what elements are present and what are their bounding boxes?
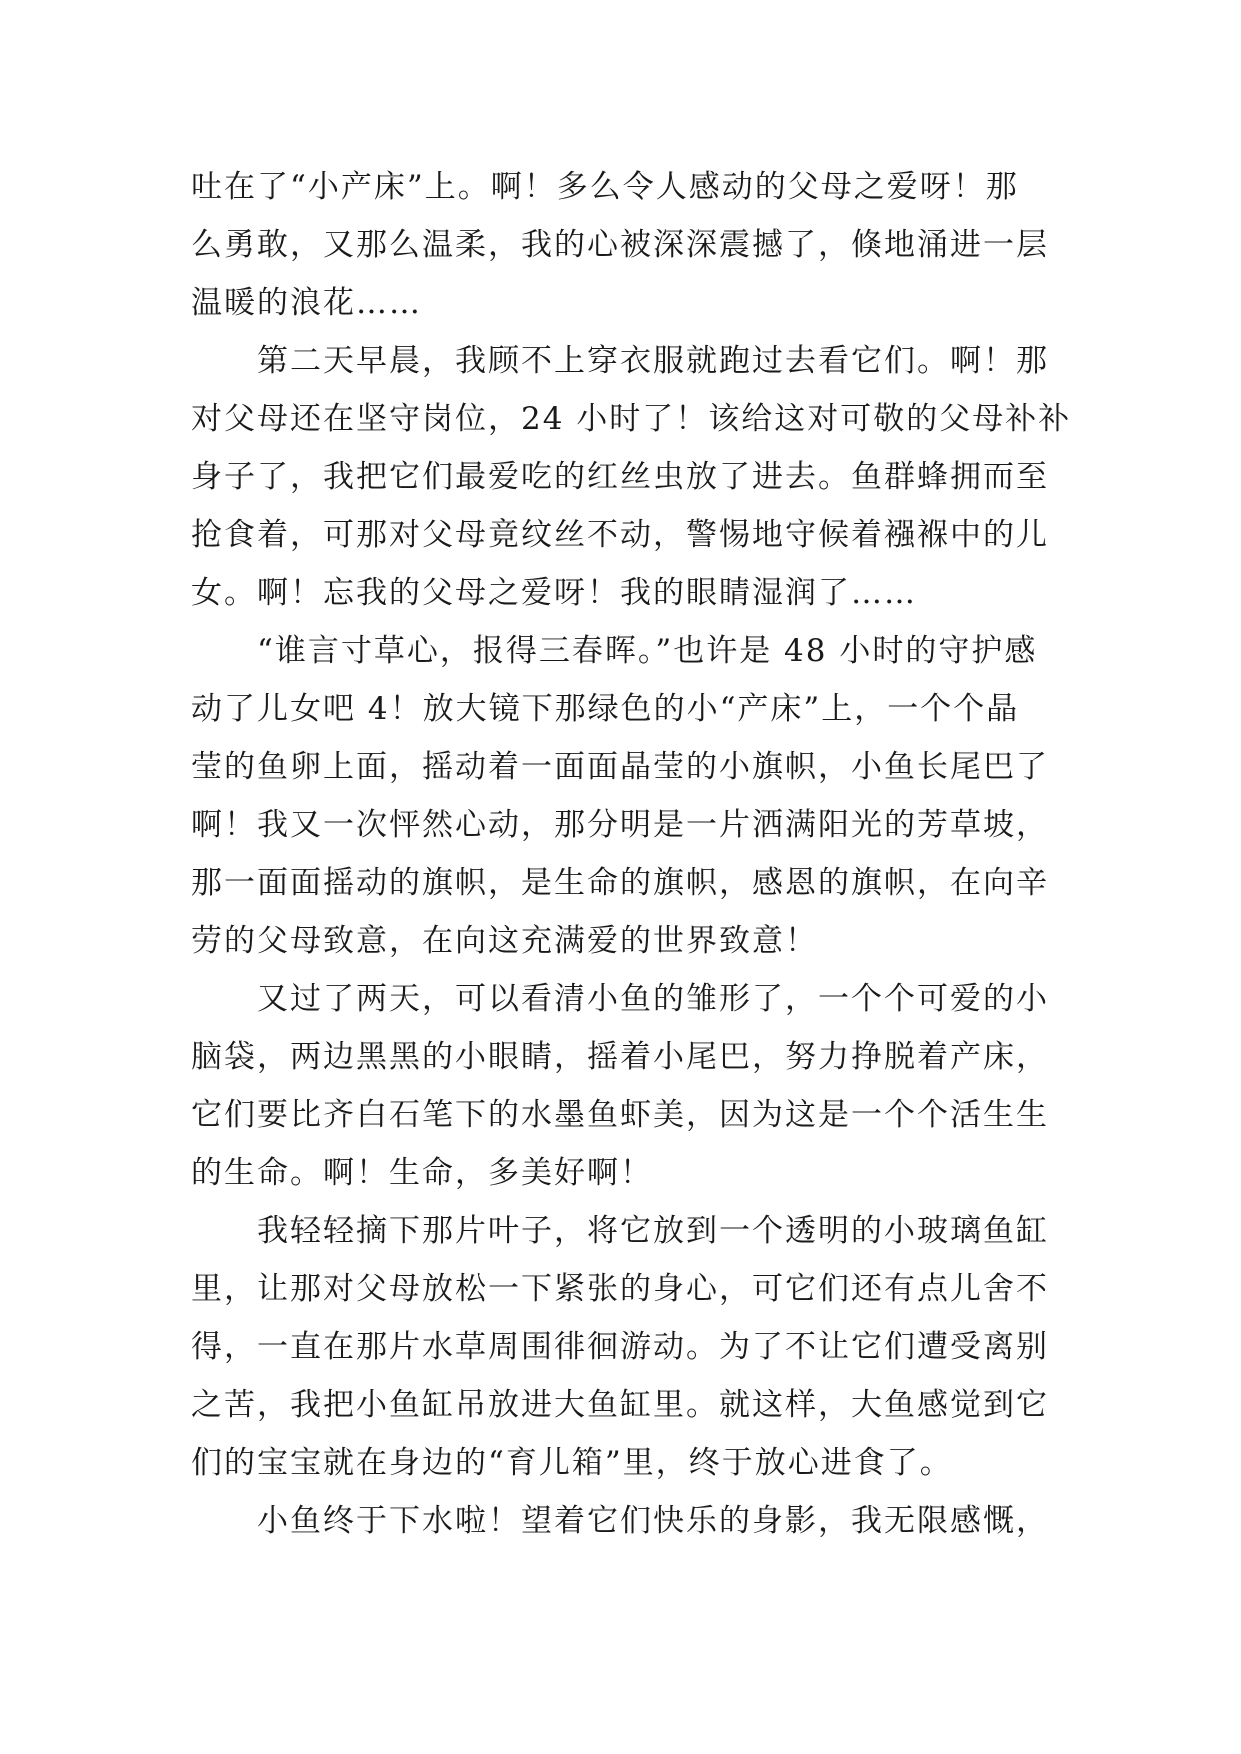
text-line: 温暖的浪花…… (191, 285, 422, 321)
text-line: 吐在了“小产床”上。啊！多么令人感动的父母之爱呀！那 (191, 169, 1019, 205)
text-line: 又过了两天，可以看清小鱼的雏形了，一个个可爱的小 (191, 981, 1049, 1017)
text-line: 动了儿女吧 4！放大镜下那绿色的小“产床”上，一个个晶 (191, 691, 1020, 727)
text-line: 身子了，我把它们最爱吃的红丝虫放了进去。鱼群蜂拥而至 (191, 459, 1049, 495)
text-line: 劳的父母致意，在向这充满爱的世界致意！ (191, 923, 818, 959)
text-line: 女。啊！忘我的父母之爱呀！我的眼睛湿润了…… (191, 575, 917, 611)
text-line: 们的宝宝就在身边的“育儿箱”里，终于放心进食了。 (191, 1445, 953, 1481)
text-line: 莹的鱼卵上面，摇动着一面面晶莹的小旗帜，小鱼长尾巴了 (191, 749, 1049, 785)
text-line: 抢食着，可那对父母竟纹丝不动，警惕地守候着襁褓中的儿 (191, 517, 1049, 553)
text-line: 啊！我又一次怦然心动，那分明是一片洒满阳光的芳草坡， (191, 807, 1049, 843)
text-line: 得，一直在那片水草周围徘徊游动。为了不让它们遭受离别 (191, 1329, 1049, 1365)
text-line: 脑袋，两边黑黑的小眼睛，摇着小尾巴，努力挣脱着产床， (191, 1039, 1049, 1075)
text-line: 对父母还在坚守岗位，24 小时了！该给这对可敬的父母补补 (191, 401, 1072, 437)
article-body (191, 158, 1072, 1550)
text-line: 里，让那对父母放松一下紧张的身心，可它们还有点儿舍不 (191, 1271, 1049, 1307)
text-line: 小鱼终于下水啦！望着它们快乐的身影，我无限感慨， (191, 1503, 1049, 1539)
text-line: 的生命。啊！生命，多美好啊！ (191, 1155, 653, 1191)
text-line: “谁言寸草心，报得三春晖。”也许是 48 小时的守护感 (191, 633, 1038, 669)
text-line: 它们要比齐白石笔下的水墨鱼虾美，因为这是一个个活生生 (191, 1097, 1049, 1133)
text-line: 之苦，我把小鱼缸吊放进大鱼缸里。就这样，大鱼感觉到它 (191, 1387, 1049, 1423)
text-line: 我轻轻摘下那片叶子，将它放到一个透明的小玻璃鱼缸 (191, 1213, 1049, 1249)
text-line: 第二天早晨，我顾不上穿衣服就跑过去看它们。啊！那 (191, 343, 1049, 379)
text-line: 么勇敢，又那么温柔，我的心被深深震撼了，倏地涌进一层 (191, 227, 1049, 263)
text-line: 那一面面摇动的旗帜，是生命的旗帜，感恩的旗帜，在向辛 (191, 865, 1049, 901)
